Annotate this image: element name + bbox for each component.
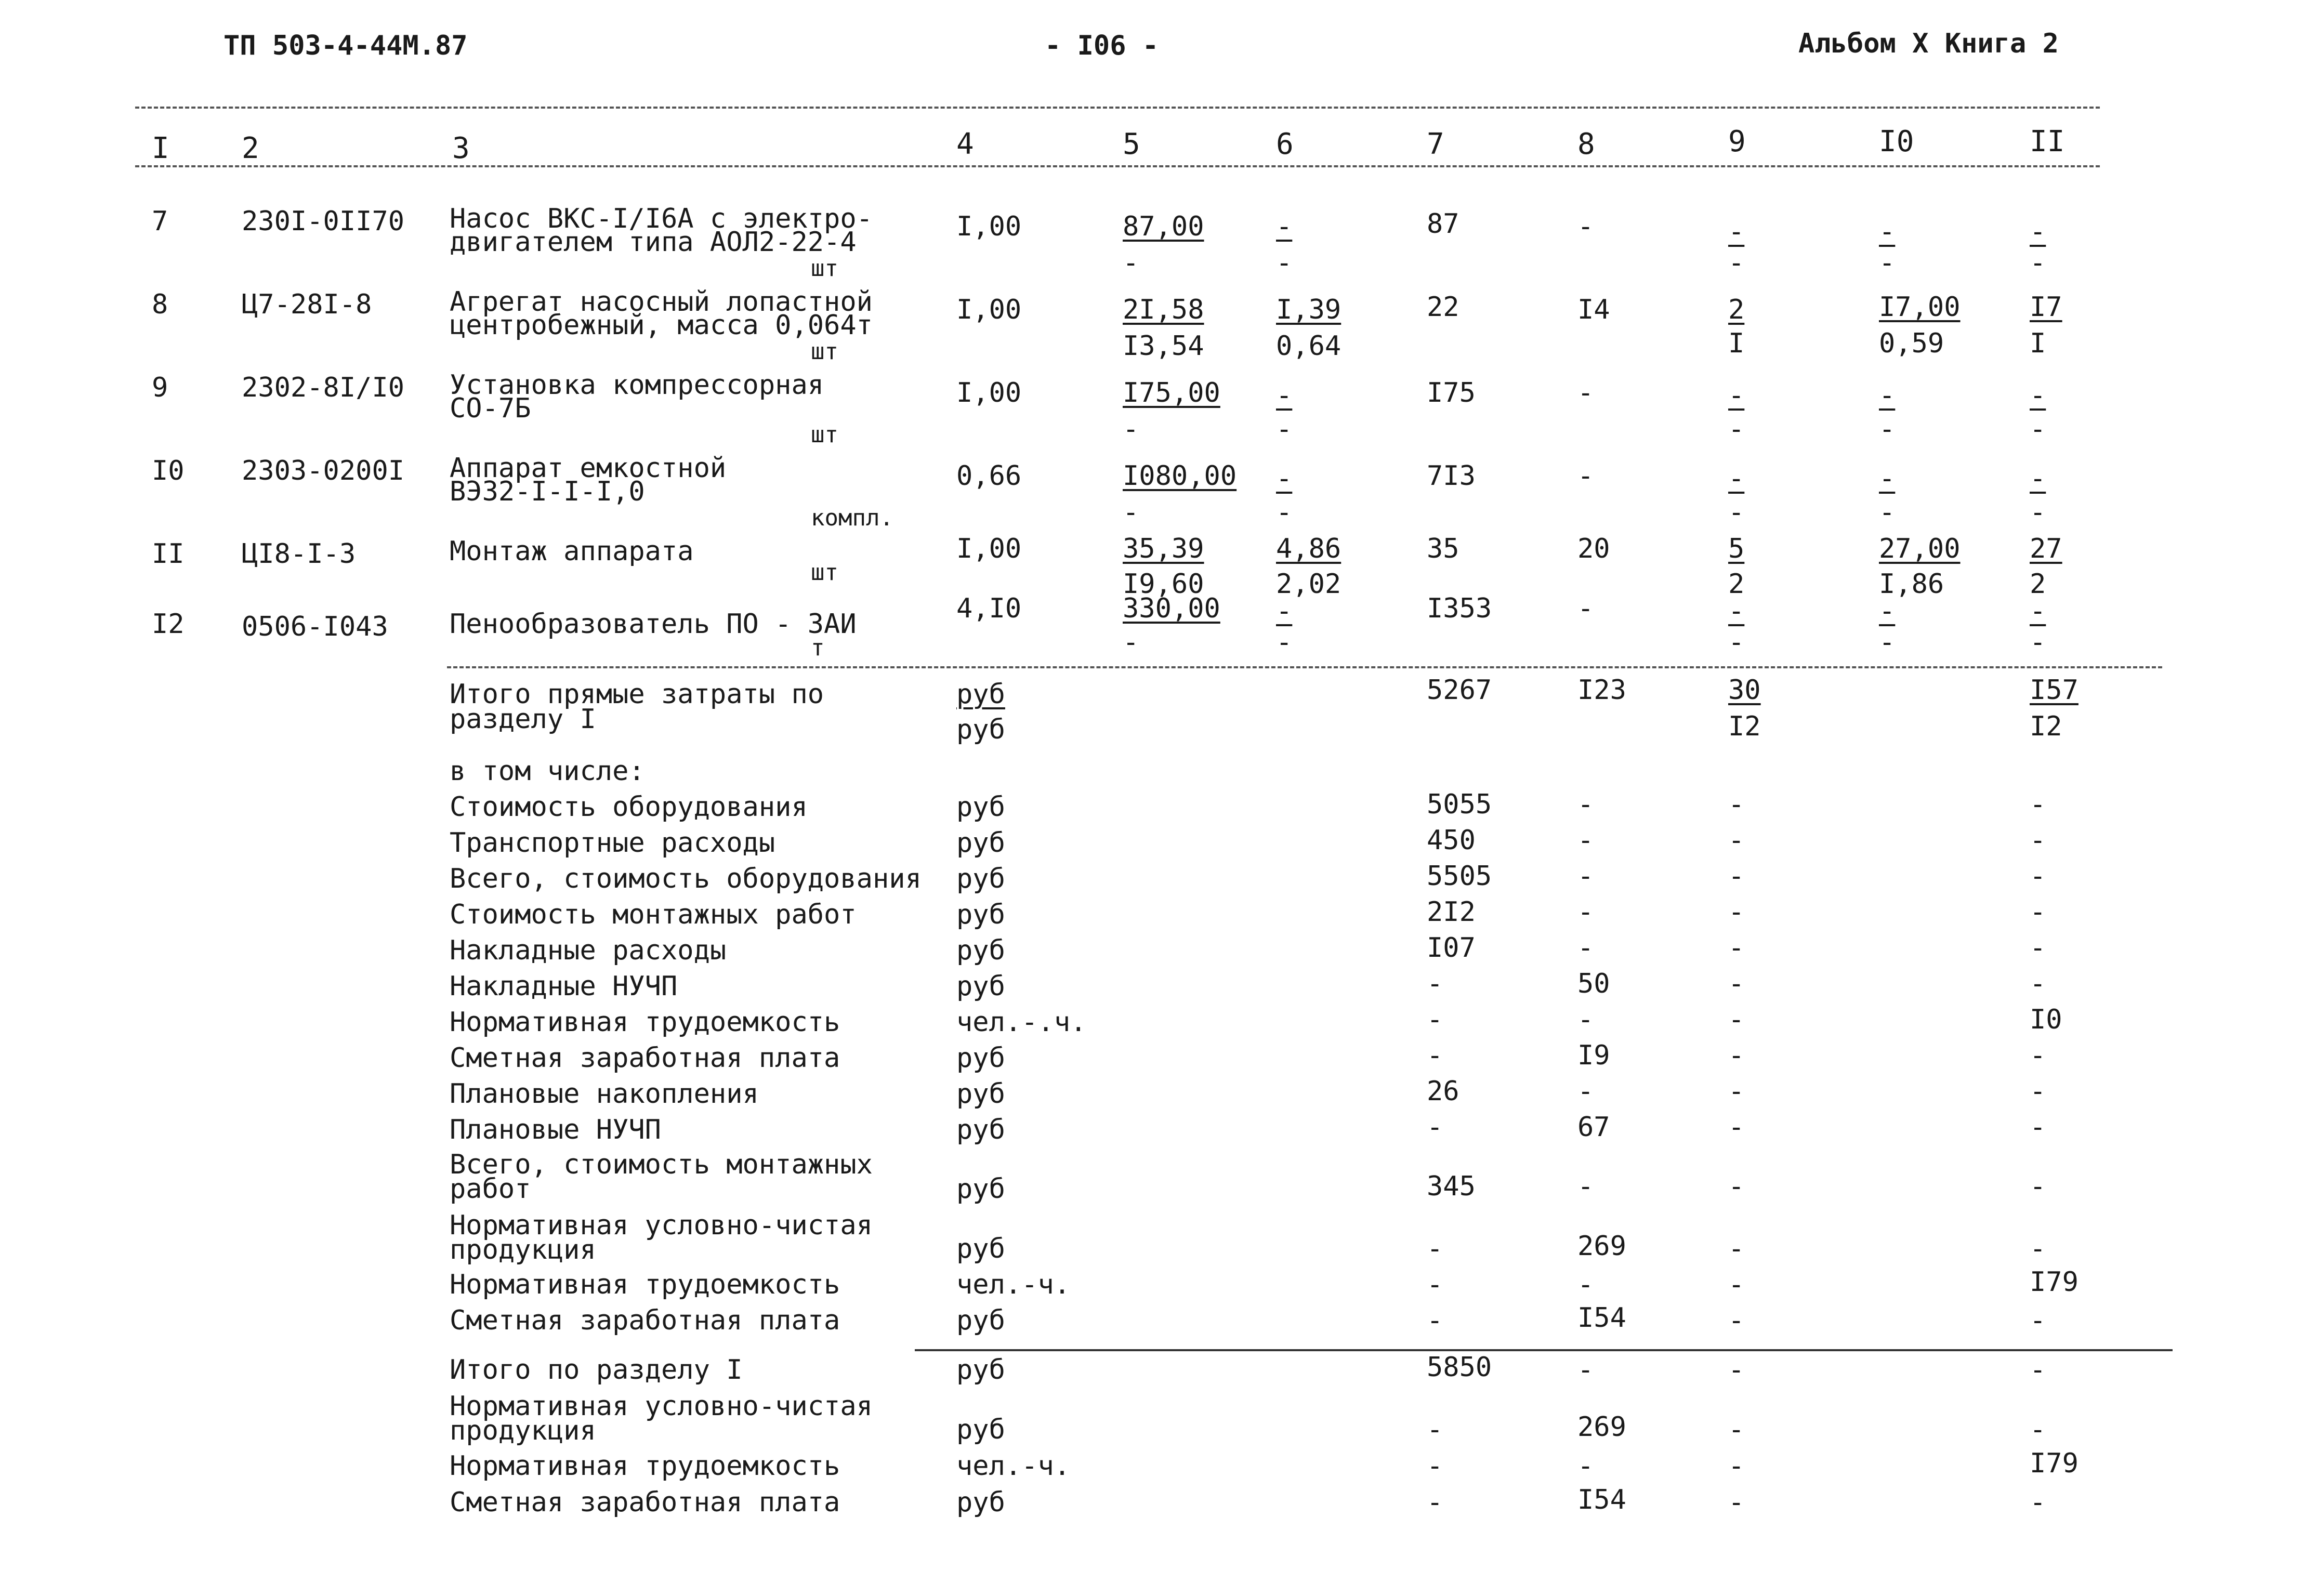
breakdown-unit: руб — [956, 935, 1005, 966]
breakdown-col11: - — [2030, 896, 2046, 928]
ncp-col8: 269 — [1577, 1231, 1626, 1262]
section-total-col7: 5850 — [1427, 1352, 1492, 1383]
breakdown-col11: - — [2030, 861, 2046, 892]
wage-unit: руб — [956, 1305, 1005, 1336]
section-total-unit: руб — [956, 1354, 1005, 1386]
row-code: 2303-0200I — [242, 455, 405, 486]
breakdown-unit: руб — [956, 827, 1005, 859]
header-top-rule — [135, 107, 2100, 109]
col-header-4: 4 — [956, 127, 974, 161]
cell-10b: - — [1879, 247, 1896, 279]
cell-10a: - — [1879, 596, 1896, 627]
breakdown-col8: - — [1577, 825, 1594, 856]
row-unit: шт — [811, 559, 838, 586]
doc-code: ТП 503-4-44М.87 — [223, 30, 468, 61]
breakdown-col7: I07 — [1427, 932, 1476, 964]
col-header-11: II — [2030, 125, 2065, 159]
section-total-rule — [915, 1349, 2173, 1351]
breakdown-col7: - — [1427, 968, 1443, 999]
total-direct-label-1: Итого прямые затраты по — [450, 679, 824, 710]
row-number: I0 — [152, 455, 185, 486]
wage-col8: I54 — [1577, 1302, 1626, 1334]
cell-5a: 35,39 — [1123, 533, 1204, 564]
breakdown-col9: - — [1728, 1040, 1745, 1071]
breakdown-col8: 67 — [1577, 1112, 1610, 1143]
breakdown-label: Стоимость монтажных работ — [450, 899, 857, 930]
breakdown-col9: - — [1728, 1112, 1745, 1143]
breakdown-label: Нормативная трудоемкость — [450, 1007, 840, 1038]
breakdown-col8: I9 — [1577, 1040, 1610, 1071]
labor-col7: - — [1427, 1269, 1443, 1300]
section-wage-col8: I54 — [1577, 1484, 1626, 1515]
total-direct-label-2: разделу I — [450, 704, 596, 735]
breakdown-label: Плановые НУЧП — [450, 1114, 661, 1145]
total-direct-col8: I23 — [1577, 675, 1626, 706]
cell-11a: - — [2030, 463, 2046, 494]
breakdown-label: Транспортные расходы — [450, 827, 775, 859]
cell-5b: - — [1123, 627, 1139, 658]
col-header-9: 9 — [1728, 125, 1746, 159]
cell-9b: - — [1728, 627, 1745, 658]
cell-11a: - — [2030, 216, 2046, 247]
cell-8: 20 — [1577, 533, 1610, 564]
col-header-1: I — [152, 131, 169, 165]
install-total-col7: 345 — [1427, 1171, 1476, 1202]
breakdown-col8: 50 — [1577, 968, 1610, 999]
cell-11a: 27 — [2030, 533, 2062, 564]
section-wage-col9: - — [1728, 1487, 1745, 1518]
col-header-2: 2 — [242, 131, 259, 165]
section-ncp-unit: руб — [956, 1414, 1005, 1445]
col-header-6: 6 — [1276, 127, 1294, 161]
section-ncp-col11: - — [2030, 1414, 2046, 1445]
row-unit: компл. — [811, 505, 893, 531]
labor-col11: I79 — [2030, 1267, 2079, 1298]
section-labor-label: Нормативная трудоемкость — [450, 1450, 840, 1482]
cell-6b: - — [1276, 497, 1293, 528]
cell-8: - — [1577, 460, 1594, 492]
section-total-col11: - — [2030, 1354, 2046, 1386]
cell-7: 87 — [1427, 208, 1459, 240]
cell-11b: - — [2030, 497, 2046, 528]
section-ncp-col7: - — [1427, 1414, 1443, 1445]
cell-9b: 2 — [1728, 569, 1745, 600]
breakdown-label: Накладные расходы — [450, 935, 727, 966]
install-total-col11: - — [2030, 1171, 2046, 1202]
section-wage-label: Сметная заработная плата — [450, 1487, 840, 1518]
breakdown-col8: - — [1577, 932, 1594, 964]
ncp-col11: - — [2030, 1233, 2046, 1264]
cell-6a: I,39 — [1276, 294, 1341, 325]
row-number: 8 — [152, 289, 168, 320]
section-wage-unit: руб — [956, 1487, 1005, 1518]
breakdown-col7: 2I2 — [1427, 896, 1476, 928]
row-name-line2: СО-7Б — [450, 393, 531, 424]
breakdown-col7: - — [1427, 1112, 1443, 1143]
cell-6b: 0,64 — [1276, 331, 1341, 362]
row-name-line1: Насос ВКС-I/I6А с электро- — [450, 203, 873, 234]
breakdown-col8: - — [1577, 861, 1594, 892]
row-code: ЦI8-I-3 — [242, 538, 356, 570]
row-number: II — [152, 538, 185, 570]
breakdown-col11: I0 — [2030, 1004, 2062, 1035]
breakdown-col8: - — [1577, 896, 1594, 928]
breakdown-col7: 5505 — [1427, 861, 1492, 892]
cell-10b: - — [1879, 627, 1896, 658]
breakdown-col11: - — [2030, 1112, 2046, 1143]
labor-col8: - — [1577, 1269, 1594, 1300]
row-qty: I,00 — [956, 533, 1022, 564]
cell-11b: I — [2030, 328, 2046, 359]
col-header-3: 3 — [452, 131, 470, 165]
total-direct-col9a: 30 — [1728, 675, 1761, 706]
cell-9b: I — [1728, 328, 1745, 359]
cell-10b: I,86 — [1879, 569, 1944, 600]
install-total-col9: - — [1728, 1171, 1745, 1202]
install-total-label-1: Всего, стоимость монтажных — [450, 1149, 873, 1180]
breakdown-col9: - — [1728, 1076, 1745, 1107]
cell-6b: - — [1276, 414, 1293, 445]
cell-6b: - — [1276, 627, 1293, 658]
breakdown-col9: - — [1728, 861, 1745, 892]
breakdown-col7: - — [1427, 1004, 1443, 1035]
row-number: I2 — [152, 609, 185, 640]
cell-5a: I75,00 — [1123, 377, 1220, 408]
breakdown-unit: руб — [956, 971, 1005, 1002]
cell-6b: - — [1276, 247, 1293, 279]
section-ncp-label-1: Нормативная условно-чистая — [450, 1391, 873, 1422]
section-ncp-col9: - — [1728, 1414, 1745, 1445]
labor-col9: - — [1728, 1269, 1745, 1300]
row-qty: I,00 — [956, 377, 1022, 408]
breakdown-label: Накладные НУЧП — [450, 971, 678, 1002]
cell-8: I4 — [1577, 294, 1610, 325]
row-name-line1: Пенообразователь ПО - ЗАИ — [450, 609, 857, 640]
cell-10b: - — [1879, 497, 1896, 528]
section-labor-col11: I79 — [2030, 1448, 2079, 1479]
cell-8: - — [1577, 377, 1594, 408]
cell-7: 22 — [1427, 292, 1459, 323]
install-total-unit: руб — [956, 1173, 1005, 1205]
cell-9a: - — [1728, 463, 1745, 494]
breakdown-unit: руб — [956, 863, 1005, 894]
section-ncp-col8: 269 — [1577, 1412, 1626, 1443]
cell-7: I75 — [1427, 377, 1476, 408]
breakdown-col11: - — [2030, 1076, 2046, 1107]
breakdown-col8: - — [1577, 1076, 1594, 1107]
section-labor-col7: - — [1427, 1450, 1443, 1482]
ncp-label-2: продукция — [450, 1234, 596, 1265]
breakdown-col9: - — [1728, 825, 1745, 856]
col-header-10: I0 — [1879, 125, 1914, 159]
breakdown-col7: 26 — [1427, 1076, 1459, 1107]
cell-5a: 87,00 — [1123, 211, 1204, 242]
row-code: 0506-I043 — [242, 611, 388, 642]
row-unit: шт — [811, 255, 838, 282]
cell-10a: 27,00 — [1879, 533, 1961, 564]
breakdown-col11: - — [2030, 932, 2046, 964]
cell-11b: - — [2030, 247, 2046, 279]
cell-9b: - — [1728, 414, 1745, 445]
breakdown-col9: - — [1728, 896, 1745, 928]
col-header-7: 7 — [1427, 127, 1444, 161]
including-label: в том числе: — [450, 756, 645, 787]
row-unit: шт — [811, 421, 838, 448]
cell-5b: - — [1123, 497, 1139, 528]
col-header-8: 8 — [1577, 127, 1595, 161]
breakdown-col9: - — [1728, 1004, 1745, 1035]
total-direct-unit-1: руб — [956, 679, 1005, 710]
cell-9a: 2 — [1728, 294, 1745, 325]
cell-10a: - — [1879, 216, 1896, 247]
cell-8: - — [1577, 593, 1594, 624]
ncp-unit: руб — [956, 1233, 1005, 1264]
total-direct-col9b: I2 — [1728, 711, 1761, 742]
cell-6a: - — [1276, 380, 1293, 411]
cell-11b: - — [2030, 414, 2046, 445]
breakdown-unit: руб — [956, 1078, 1005, 1110]
cell-5b: - — [1123, 247, 1139, 279]
wage-col11: - — [2030, 1305, 2046, 1336]
breakdown-unit: руб — [956, 792, 1005, 823]
page-number: - I06 - — [1045, 30, 1159, 61]
breakdown-col11: - — [2030, 789, 2046, 820]
breakdown-unit: чел.-.ч. — [956, 1007, 1087, 1038]
section-wage-col7: - — [1427, 1487, 1443, 1518]
cell-5b: I9,60 — [1123, 569, 1204, 600]
row-name-line1: Аппарат емкостной — [450, 453, 727, 484]
section-ncp-label-2: продукция — [450, 1415, 596, 1446]
row-name-line1: Монтаж аппарата — [450, 536, 694, 567]
wage-label: Сметная заработная плата — [450, 1305, 840, 1336]
breakdown-label: Плановые накопления — [450, 1078, 759, 1110]
cell-9b: - — [1728, 497, 1745, 528]
cell-11a: - — [2030, 380, 2046, 411]
cell-10b: - — [1879, 414, 1896, 445]
cell-6a: - — [1276, 596, 1293, 627]
row-qty: I,00 — [956, 294, 1022, 325]
labor-unit: чел.-ч. — [956, 1269, 1071, 1300]
section-total-label: Итого по разделу I — [450, 1354, 743, 1386]
breakdown-col11: - — [2030, 968, 2046, 999]
row-number: 9 — [152, 372, 168, 403]
section-wage-col11: - — [2030, 1487, 2046, 1518]
cell-9a: - — [1728, 380, 1745, 411]
cell-8: - — [1577, 211, 1594, 242]
row-unit: шт — [811, 338, 838, 365]
row-name-line2: ВЭ32-I-I-I,0 — [450, 476, 645, 507]
row-code: Ц7-28I-8 — [242, 289, 372, 320]
labor-label: Нормативная трудоемкость — [450, 1269, 840, 1300]
ncp-col9: - — [1728, 1233, 1745, 1264]
cell-5a: 2I,58 — [1123, 294, 1204, 325]
cell-6b: 2,02 — [1276, 569, 1341, 600]
breakdown-col9: - — [1728, 968, 1745, 999]
cell-7: I353 — [1427, 593, 1492, 624]
cell-9a: - — [1728, 216, 1745, 247]
breakdown-unit: руб — [956, 1114, 1005, 1145]
cell-10b: 0,59 — [1879, 328, 1944, 359]
total-direct-col7: 5267 — [1427, 675, 1492, 706]
cell-7: 7I3 — [1427, 460, 1476, 492]
install-total-label-2: работ — [450, 1173, 531, 1205]
row-qty: 0,66 — [956, 460, 1022, 492]
wage-col9: - — [1728, 1305, 1745, 1336]
cell-11b: - — [2030, 627, 2046, 658]
row-name-line2: двигателем типа АОЛ2-22-4 — [450, 227, 857, 258]
section-total-col9: - — [1728, 1354, 1745, 1386]
ncp-col7: - — [1427, 1233, 1443, 1264]
cell-6a: - — [1276, 211, 1293, 242]
section-labor-col9: - — [1728, 1450, 1745, 1482]
cell-9b: - — [1728, 247, 1745, 279]
cell-5a: 330,00 — [1123, 593, 1220, 624]
cell-6a: 4,86 — [1276, 533, 1341, 564]
breakdown-unit: руб — [956, 1043, 1005, 1074]
breakdown-col11: - — [2030, 1040, 2046, 1071]
items-end-rule — [447, 666, 2162, 668]
breakdown-col7: 450 — [1427, 825, 1476, 856]
section-labor-col8: - — [1577, 1450, 1594, 1482]
breakdown-col8: - — [1577, 789, 1594, 820]
breakdown-col9: - — [1728, 932, 1745, 964]
section-total-col8: - — [1577, 1354, 1594, 1386]
row-name-line1: Установка компрессорная — [450, 370, 824, 401]
album-book: Альбом X Книга 2 — [1798, 28, 2059, 59]
cell-10a: - — [1879, 463, 1896, 494]
breakdown-label: Всего, стоимость оборудования — [450, 863, 922, 894]
cell-11b: 2 — [2030, 569, 2046, 600]
col-header-5: 5 — [1123, 127, 1140, 161]
cell-10a: I7,00 — [1879, 292, 1961, 323]
cell-5a: I080,00 — [1123, 460, 1237, 492]
cell-5b: - — [1123, 414, 1139, 445]
row-code: 230I-0II70 — [242, 206, 405, 237]
row-qty: 4,I0 — [956, 593, 1022, 624]
breakdown-col8: - — [1577, 1004, 1594, 1035]
cell-11a: I7 — [2030, 292, 2062, 323]
row-qty: I,00 — [956, 211, 1022, 242]
total-direct-unit-2: руб — [956, 714, 1005, 745]
cell-11a: - — [2030, 596, 2046, 627]
wage-col7: - — [1427, 1305, 1443, 1336]
total-direct-col11a: I57 — [2030, 675, 2079, 706]
breakdown-col9: - — [1728, 789, 1745, 820]
header-bottom-rule — [135, 165, 2100, 167]
cell-9a: 5 — [1728, 533, 1745, 564]
row-unit: т — [811, 635, 825, 661]
breakdown-col7: - — [1427, 1040, 1443, 1071]
breakdown-col7: 5055 — [1427, 789, 1492, 820]
breakdown-label: Сметная заработная плата — [450, 1043, 840, 1074]
section-labor-unit: чел.-ч. — [956, 1450, 1071, 1482]
cell-7: 35 — [1427, 533, 1459, 564]
cell-10a: - — [1879, 380, 1896, 411]
total-direct-col11b: I2 — [2030, 711, 2062, 742]
row-code: 2302-8I/I0 — [242, 372, 405, 403]
cell-6a: - — [1276, 463, 1293, 494]
row-number: 7 — [152, 206, 168, 237]
cell-5b: I3,54 — [1123, 331, 1204, 362]
install-total-col8: - — [1577, 1171, 1594, 1202]
breakdown-label: Стоимость оборудования — [450, 792, 808, 823]
row-name-line2: центробежный, масса 0,064т — [450, 310, 873, 341]
breakdown-col11: - — [2030, 825, 2046, 856]
row-name-line1: Агрегат насосный лопастной — [450, 286, 873, 318]
ncp-label-1: Нормативная условно-чистая — [450, 1210, 873, 1241]
cell-9a: - — [1728, 596, 1745, 627]
breakdown-unit: руб — [956, 899, 1005, 930]
